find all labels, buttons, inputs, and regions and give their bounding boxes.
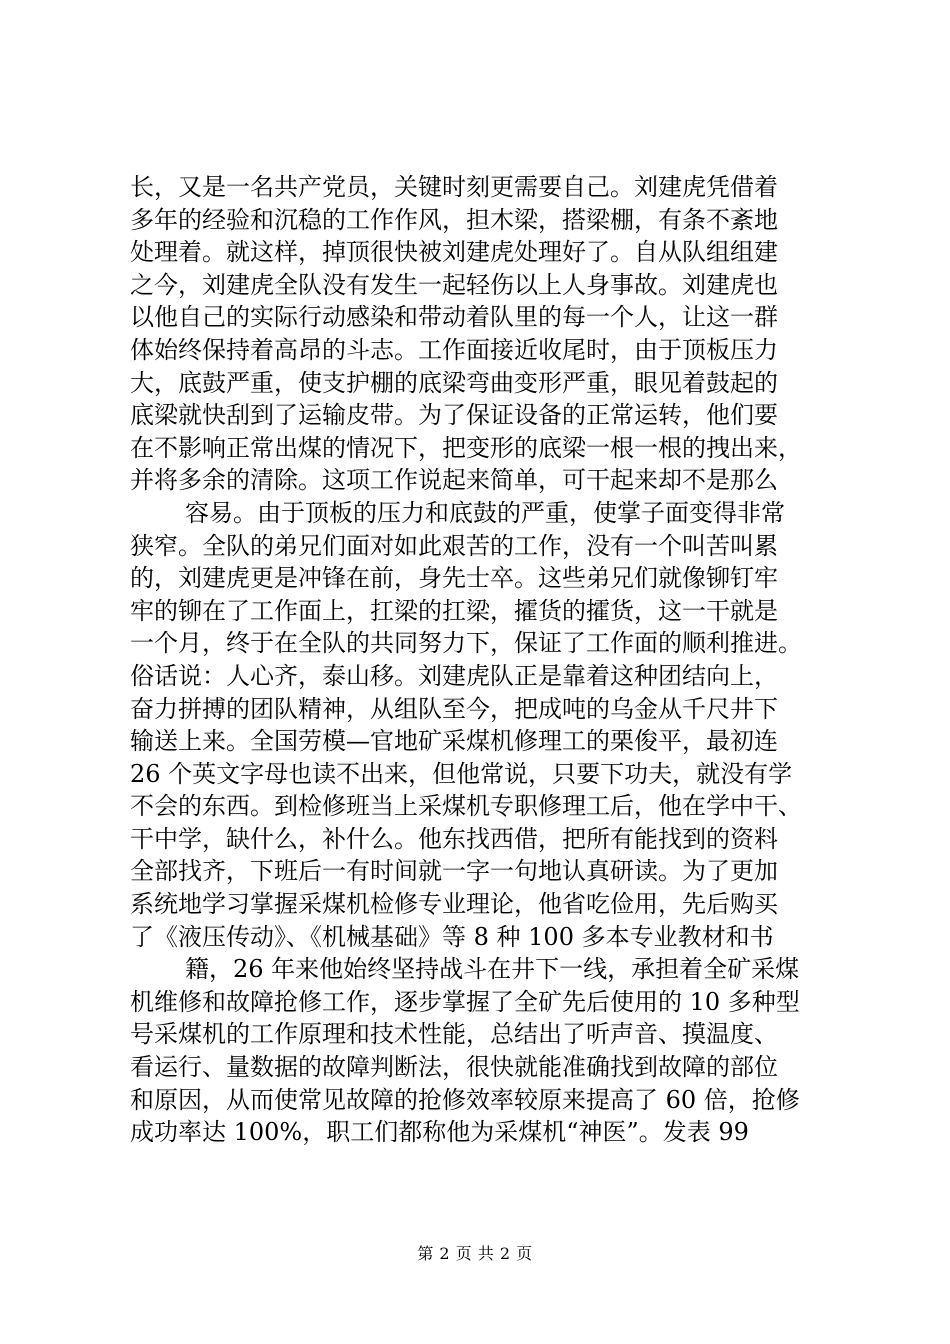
text-line: 容易。由于顶板的压力和底鼓的严重，使掌子面变得非常 (185, 498, 785, 527)
text-line: 号采煤机的工作原理和技术性能，总结出了听声音、摸温度、 (130, 1020, 778, 1049)
page-footer: 第 2 页 共 2 页 (417, 1244, 533, 1263)
text-line: 不会的东西。到检修班当上采煤机专职修理工后，他在学中干、 (130, 792, 802, 821)
text-line: 牢的铆在了工作面上，扛梁的扛梁，攉货的攉货，这一干就是 (130, 596, 778, 625)
text-line: 一个月，终于在全队的共同努力下，保证了工作面的顺利推进。 (130, 629, 802, 658)
text-line: 多年的经验和沉稳的工作作风，担木梁，搭梁棚，有条不紊地 (130, 205, 778, 234)
text-line: 长，又是一名共产党员，关键时刻更需要自己。刘建虎凭借着 (130, 173, 778, 201)
text-line: 26 个英文字母也读不出来，但他常说，只要下功夫，就没有学 (130, 759, 793, 788)
text-line: 奋力拼搏的团队精神，从组队至今，把成吨的乌金从千尺井下 (130, 694, 778, 723)
text-line: 和原因，从而使常见故障的抢修效率较原来提高了 60 倍，抢修 (130, 1085, 800, 1114)
text-line: 机维修和故障抢修工作，逐步掌握了全矿先后使用的 10 多种型 (130, 987, 800, 1016)
text-line: 处理着。就这样，掉顶很快被刘建虎处理好了。自从队组组建 (130, 238, 778, 267)
text-line: 狭窄。全队的弟兄们面对如此艰苦的工作，没有一个叫苦叫累 (130, 531, 778, 560)
text-line: 输送上来。全国劳模—官地矿采煤机修理工的栗俊平，最初连 (130, 727, 778, 756)
text-line: 并将多余的清除。这项工作说起来简单，可干起来却不是那么 (130, 466, 778, 495)
text-line: 底梁就快刮到了运输皮带。为了保证设备的正常运转，他们要 (130, 401, 778, 430)
body-text (130, 171, 850, 1149)
text-line: 以他自己的实际行动感染和带动着队里的每一个人，让这一群 (130, 303, 778, 332)
text-line: 在不影响正常出煤的情况下，把变形的底梁一根一根的拽出来， (130, 433, 802, 462)
text-line: 的，刘建虎更是冲锋在前，身先士卒。这些弟兄们就像铆钉牢 (130, 564, 778, 593)
text-line: 成功率达 100%，职工们都称他为采煤机“神医”。发表 99 (130, 1118, 749, 1147)
text-line: 了《液压传动》、《机械基础》等 8 种 100 多本专业教材和书 (130, 922, 774, 951)
text-line: 俗话说：人心齐，泰山移。刘建虎队正是靠着这种团结向上， (130, 661, 778, 690)
text-line: 大，底鼓严重，使支护棚的底梁弯曲变形严重，眼见着鼓起的 (130, 368, 778, 397)
text-line: 之今，刘建虎全队没有发生一起轻伤以上人身事故。刘建虎也 (130, 270, 778, 299)
text-line: 干中学，缺什么，补什么。他东找西借，把所有能找到的资料 (130, 824, 778, 853)
text-line: 看运行、量数据的故障判断法，很快就能准确找到故障的部位 (130, 1053, 778, 1082)
text-line: 全部找齐，下班后一有时间就一字一句地认真研读。为了更加 (130, 857, 778, 886)
text-line: 体始终保持着高昂的斗志。工作面接近收尾时，由于顶板压力 (130, 335, 778, 364)
text-line: 籍，26 年来他始终坚持战斗在井下一线，承担着全矿采煤 (185, 955, 800, 984)
text-line: 系统地学习掌握采煤机检修专业理论，他省吃俭用，先后购买 (130, 890, 778, 919)
